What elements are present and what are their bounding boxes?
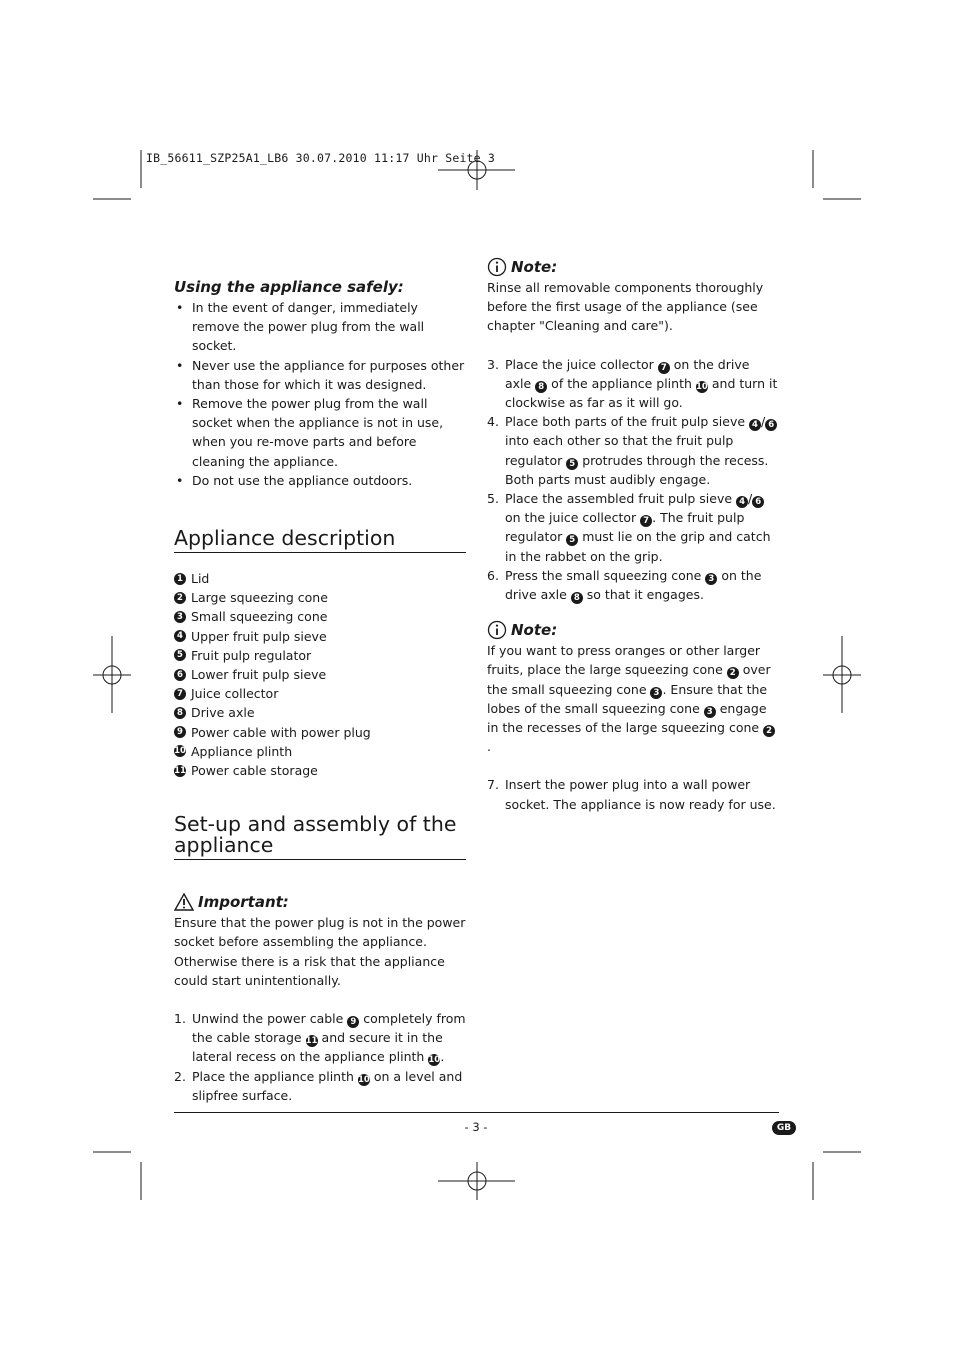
right-column — [487, 256, 779, 814]
list-item — [174, 684, 466, 703]
step-text: . — [440, 1049, 445, 1065]
page-number: - 3 - — [464, 1120, 488, 1134]
part-label: Small squeezing cone — [191, 609, 328, 625]
number-badge: 8 — [571, 592, 583, 604]
list-item — [174, 761, 466, 780]
number-badge: 3 — [705, 573, 717, 585]
step-number: 5. — [487, 491, 499, 507]
part-label: Power cable with power plug — [191, 724, 371, 740]
safety-list — [174, 298, 466, 490]
note-text-part: . Ensure that the lobes of the small squeezing cone — [487, 681, 768, 716]
number-badge: 4 — [749, 419, 761, 431]
number-badge: 8 — [535, 381, 547, 393]
step-text: Place both parts of the fruit pulp sieve — [505, 414, 750, 430]
part-label: Lower fruit pulp sieve — [191, 667, 327, 683]
number-badge: 4 — [174, 630, 186, 642]
list-item — [487, 355, 779, 413]
number-badge: 10 — [695, 381, 708, 392]
list-item — [174, 742, 466, 761]
setup-heading — [174, 814, 466, 860]
number-badge: 10 — [428, 1055, 441, 1066]
step-text: and turn it clockwise as far as it will go. — [505, 375, 778, 411]
list-item — [174, 723, 466, 742]
note-text — [487, 641, 779, 756]
list-item: • Remove the power plug from the wall socket when the appliance is not in use, when you re-move parts and before cleaning the appliance. — [174, 394, 466, 471]
list-item — [174, 588, 466, 607]
step-number: 7. — [487, 777, 499, 793]
list-item: • Do not use the appliance outdoors. — [174, 471, 466, 490]
step-text: Place the appliance plinth — [192, 1068, 358, 1084]
part-label: Fruit pulp regulator — [191, 647, 312, 663]
step-text: protrudes through the recess. Both parts must audibly engage. — [505, 452, 769, 487]
number-badge: 5 — [174, 649, 186, 661]
number-badge: 7 — [658, 362, 670, 374]
number-badge: 10 — [357, 1074, 370, 1085]
part-label: Power cable storage — [191, 763, 318, 779]
step-number: 3. — [487, 356, 499, 372]
list-item — [174, 1009, 466, 1067]
final-steps — [487, 775, 779, 813]
note-text-part: If you want to press oranges or other larger fruits, place the large squeezing cone — [487, 643, 761, 678]
print-slug: IB_56611_SZP25A1_LB6 30.07.2010 11:17 Uhr Seite 3 — [146, 151, 496, 165]
step-number: 4. — [487, 414, 499, 430]
warning-icon — [174, 892, 194, 912]
assembly-steps — [487, 355, 779, 605]
step-number: 1. — [174, 1011, 186, 1027]
number-badge: 11 — [305, 1036, 318, 1047]
part-label: Drive axle — [191, 705, 255, 721]
note-text-part: . — [487, 739, 491, 755]
step-text: . The fruit pulp regulator — [505, 510, 745, 545]
step-text: on the juice collector — [505, 510, 641, 526]
important-text: Ensure that the power plug is not in the power socket before assembling the appliance. Otherwise there is a risk that the appliance could start unintentionally. — [174, 915, 466, 988]
important-title: Important: — [198, 893, 289, 912]
step-text: into each other so that the fruit pulp regulator — [505, 433, 734, 468]
left-column — [174, 276, 466, 1105]
list-item — [174, 665, 466, 684]
number-badge: 5 — [566, 458, 578, 470]
appliance-description-heading: Appliance description — [174, 528, 466, 553]
list-item — [174, 1067, 466, 1105]
step-number: 6. — [487, 567, 499, 583]
number-badge: 6 — [765, 419, 777, 431]
number-badge: 2 — [763, 725, 775, 737]
list-item — [174, 627, 466, 646]
list-item — [487, 489, 779, 566]
number-badge: 7 — [174, 688, 186, 700]
number-badge: 11 — [174, 765, 186, 776]
note-text: Rinse all removable components thoroughly before the first usage of the appliance (see chapter "Cleaning and care"). — [487, 280, 764, 334]
number-badge: 3 — [174, 611, 186, 623]
safety-heading: Using the appliance safely: — [174, 278, 404, 296]
step-text: / — [748, 491, 753, 507]
number-badge: 7 — [640, 515, 652, 527]
step-text: on the drive axle — [505, 567, 762, 603]
step-text: / — [761, 414, 766, 430]
step-text: of the appliance plinth — [547, 375, 696, 391]
step-number: 2. — [174, 1068, 186, 1084]
number-badge: 9 — [174, 726, 186, 738]
step-text: so that it engages. — [582, 587, 704, 603]
number-badge: 8 — [174, 707, 186, 719]
info-icon — [487, 620, 507, 640]
setup-heading-line1: Set-up and assembly of the — [174, 812, 457, 837]
list-item — [487, 412, 779, 489]
step-text: Insert the power plug into a wall power socket. The appliance is now ready for use. — [505, 777, 776, 812]
list-item — [174, 569, 466, 588]
setup-steps — [174, 1009, 466, 1105]
step-text: on the drive axle — [505, 356, 750, 391]
list-item: • Never use the appliance for purposes other than those for which it was designed. — [174, 356, 466, 394]
info-icon — [487, 257, 507, 277]
part-label: Lid — [191, 571, 210, 587]
number-badge: 2 — [727, 667, 739, 679]
step-text: Press the small squeezing cone — [505, 567, 706, 583]
footer-divider — [174, 1112, 779, 1113]
number-badge: 6 — [174, 669, 186, 681]
parts-list — [174, 569, 466, 780]
number-badge: 6 — [752, 496, 764, 508]
number-badge: 9 — [347, 1016, 359, 1028]
step-text: Place the assembled fruit pulp sieve — [505, 491, 737, 507]
step-text: Place the juice collector — [505, 356, 658, 372]
part-label: Upper fruit pulp sieve — [191, 628, 327, 644]
note-heading — [487, 619, 779, 641]
list-item — [174, 703, 466, 722]
number-badge: 3 — [650, 687, 662, 699]
list-item — [487, 566, 779, 604]
important-heading — [174, 891, 466, 913]
note-text-part: engage in the recesses of the large squeezing cone — [487, 700, 767, 736]
number-badge: 3 — [704, 706, 716, 718]
note-title: Note: — [511, 258, 558, 276]
step-text: must lie on the grip and catch in the rabbet on the grip. — [505, 529, 771, 564]
note-title: Note: — [511, 621, 558, 640]
list-item: • In the event of danger, immediately remove the power plug from the wall socket. — [174, 298, 466, 356]
number-badge: 4 — [736, 496, 748, 508]
setup-heading-line2: appliance — [174, 833, 274, 858]
part-label: Appliance plinth — [191, 743, 293, 759]
language-badge: GB — [772, 1121, 796, 1135]
step-text: on a level and slipfree surface. — [192, 1068, 463, 1103]
list-item — [174, 607, 466, 626]
part-label: Juice collector — [191, 686, 279, 702]
part-label: Large squeezing cone — [191, 590, 328, 606]
number-badge: 10 — [174, 746, 186, 757]
step-text: completely from the cable storage — [192, 1011, 466, 1046]
step-text: Unwind the power cable — [192, 1011, 348, 1027]
note-heading — [487, 256, 779, 278]
list-item — [174, 646, 466, 665]
list-item — [487, 775, 779, 813]
number-badge: 1 — [174, 573, 186, 585]
number-badge: 5 — [566, 534, 578, 546]
number-badge: 2 — [174, 592, 186, 604]
step-text: and secure it in the lateral recess on the appliance plinth — [192, 1030, 443, 1065]
note-text-part: over the small squeezing cone — [487, 662, 771, 697]
